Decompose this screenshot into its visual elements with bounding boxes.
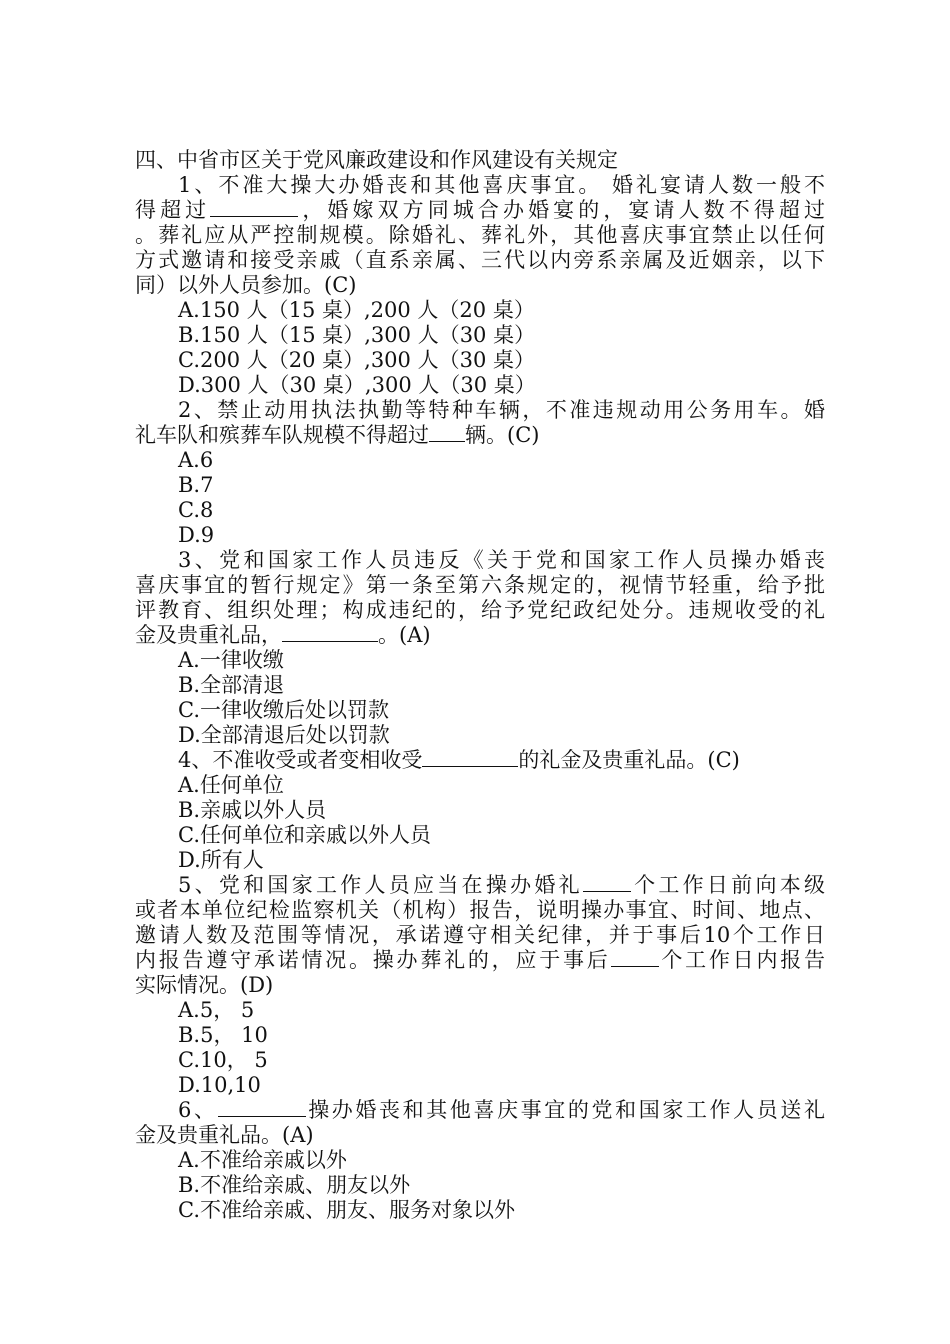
q3-option-c: C.一律收缴后处以罚款 [178,698,389,722]
section-heading: 四、中省市区关于党风廉政建设和作风建设有关规定 [135,148,618,172]
q4-option-b: B.亲戚以外人员 [178,798,327,822]
q5-line-5: 实际情况。(D) [135,973,274,997]
q1-line-4: 方式邀请和接受亲戚（直系亲属、三代以内旁系亲属及近姻亲，以下 [135,248,825,272]
q3-line-4: 金及贵重礼品， 。(A) [135,623,431,647]
q1-option-b: B.150 人（15 桌）,300 人（30 桌） [178,323,536,347]
q2-line-2: 礼车队和殡葬车队规模不得超过 辆。(C) [135,423,540,447]
fill-blank [429,423,465,442]
q1-line-1: 1、不准大操大办婚丧和其他喜庆事宜。 婚礼宴请人数一般不 [178,173,825,197]
q5-line-2: 或者本单位纪检监察机关（机构）报告，说明操办事宜、时间、地点、 [135,898,825,922]
fill-blank [611,948,659,967]
q6-line-1: 6、 操办婚丧和其他喜庆事宜的党和国家工作人员送礼 [178,1098,825,1122]
fill-blank [210,198,298,217]
q3-option-d: D.全部清退后处以罚款 [178,723,390,747]
q5-line-3: 邀请人数及范围等情况，承诺遵守相关纪律，并于事后10个工作日 [135,923,825,947]
q1-option-a: A.150 人（15 桌）,200 人（20 桌） [178,298,535,322]
q1-option-c: C.200 人（20 桌）,300 人（30 桌） [178,348,535,372]
q1-line-5: 同）以外人员参加。(C) [135,273,357,297]
q6-option-c: C.不准给亲戚、朋友、服务对象以外 [178,1198,515,1222]
q2-option-c: C.8 [178,498,214,522]
q6-option-a: A.不准给亲戚以外 [178,1148,347,1172]
q4-option-c: C.任何单位和亲戚以外人员 [178,823,431,847]
q6-line-2: 金及贵重礼品。(A) [135,1123,314,1147]
q2-option-d: D.9 [178,523,215,547]
fill-blank [422,748,518,767]
q2-option-a: A.6 [178,448,214,472]
fill-blank [583,873,631,892]
q5-option-c: C.10， 5 [178,1048,268,1072]
q5-option-a: A.5， 5 [178,998,255,1022]
q3-option-a: A.一律收缴 [178,648,284,672]
q5-option-b: B.5， 10 [178,1023,268,1047]
fill-blank [218,1098,306,1117]
q1-line-2: 得超过 ，婚嫁双方同城合办婚宴的，宴请人数不得超过 [135,198,825,222]
q2-line-1: 2、禁止动用执法执勤等特种车辆，不准违规动用公务用车。婚 [178,398,825,422]
q3-line-3: 评教育、组织处理；构成违纪的，给予党纪政纪处分。违规收受的礼 [135,598,825,622]
q1-line-3: 。葬礼应从严控制规模。除婚礼、葬礼外，其他喜庆事宜禁止以任何 [135,223,825,247]
q5-line-4: 内报告遵守承诺情况。操办葬礼的，应于事后 个工作日内报告 [135,948,825,972]
q2-option-b: B.7 [178,473,214,497]
q5-line-1: 5、党和国家工作人员应当在操办婚礼 个工作日前向本级 [178,873,825,897]
q1-option-d: D.300 人（30 桌）,300 人（30 桌） [178,373,536,397]
q5-option-d: D.10,10 [178,1073,261,1097]
q3-line-1: 3、党和国家工作人员违反《关于党和国家工作人员操办婚丧 [178,548,825,572]
q4-option-a: A.任何单位 [178,773,284,797]
document-page [135,148,825,1223]
q6-option-b: B.不准给亲戚、朋友以外 [178,1173,411,1197]
q3-line-2: 喜庆事宜的暂行规定》第一条至第六条规定的，视情节轻重，给予批 [135,573,825,597]
q4-option-d: D.所有人 [178,848,264,872]
q3-option-b: B.全部清退 [178,673,285,697]
q4-line-1: 4、不准收受或者变相收受 的礼金及贵重礼品。(C) [178,748,740,772]
fill-blank [282,623,378,642]
